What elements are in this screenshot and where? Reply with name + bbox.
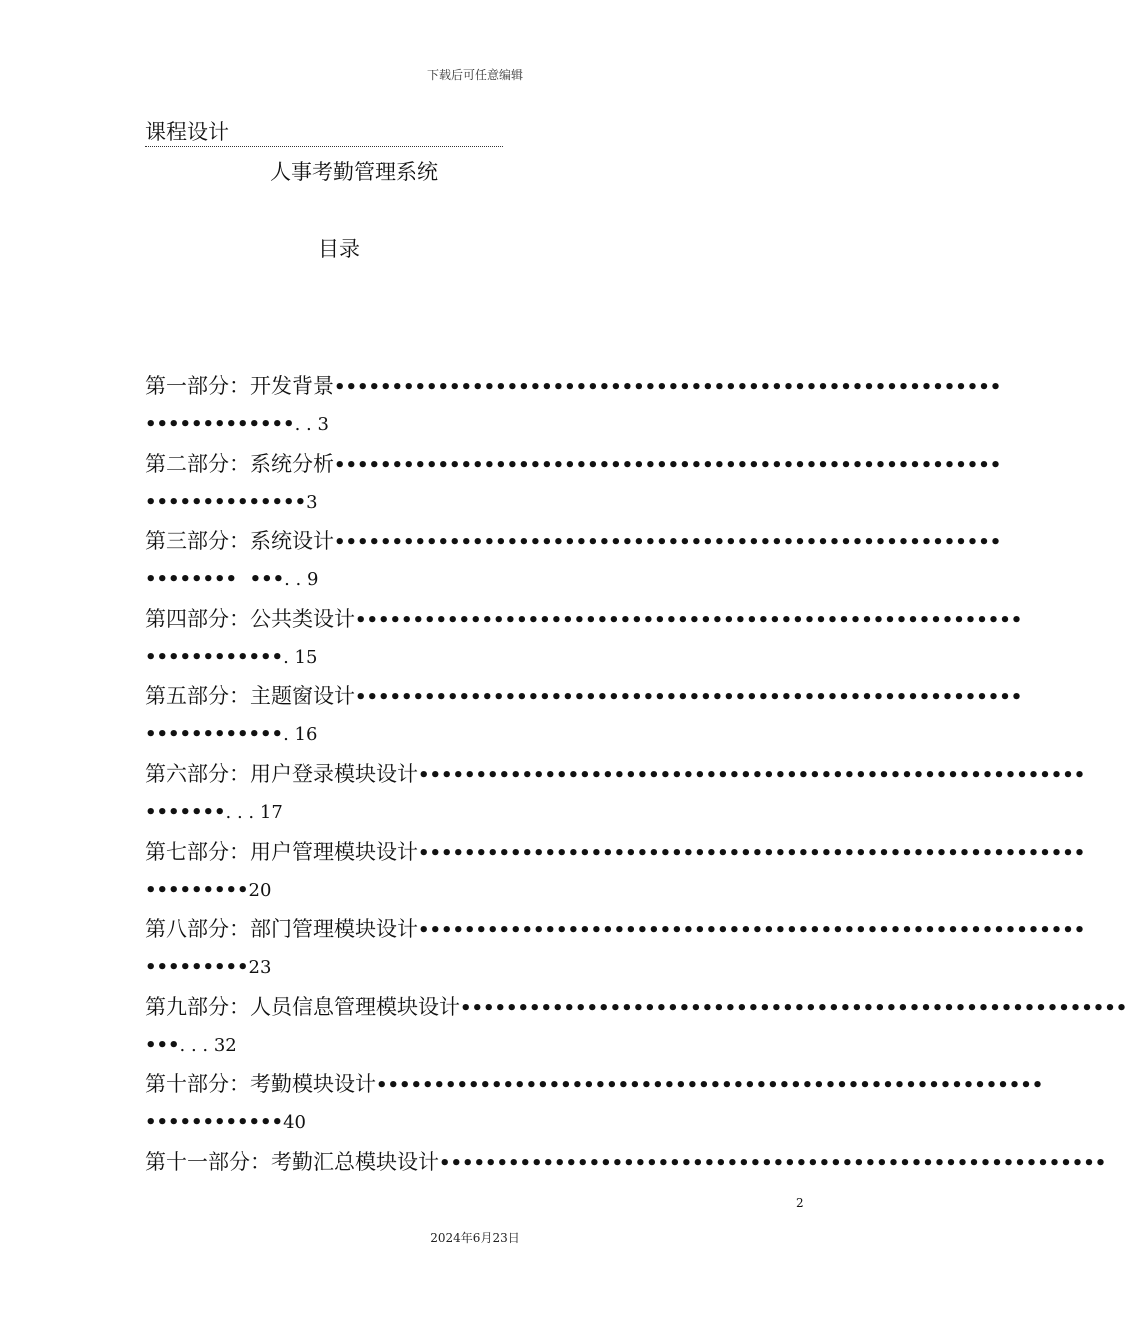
toc-label: 第三部分：系统设计 [145, 529, 334, 554]
toc-leader-tail: ••• [145, 1034, 180, 1056]
toc-label: 第十一部分：考勤汇总模块设计 [145, 1149, 439, 1174]
toc-leader: •••••••••••••••••••••••••••••••••••••••••••••••••••••••••• [418, 842, 1086, 864]
table-of-contents [145, 366, 1127, 1220]
toc-page-ref: 20 [248, 879, 272, 901]
toc-heading: 目录 [318, 237, 360, 261]
toc-entry-10[interactable] [145, 1064, 1044, 1142]
toc-entry-3[interactable] [145, 521, 1002, 599]
toc-leader: •••••••••••••••••••••••••••••••••••••••••••••••••••••••••• [334, 532, 1002, 554]
toc-leader: •••••••••••••••••••••••••••••••••••••••••••••••••••••••••• [376, 1075, 1044, 1097]
toc-leader-tail: •••••••••••• [145, 646, 284, 668]
toc-label: 第九部分：人员信息管理模块设计 [145, 994, 460, 1019]
toc-leader: •••••••••••••••••••••••••••••••••••••••••••••••••••••••••• [418, 764, 1086, 786]
toc-label: 第十部分：考勤模块设计 [145, 1072, 376, 1097]
toc-page-ref: 40 [283, 1112, 306, 1134]
toc-label: 第一部分：开发背景 [145, 374, 334, 398]
toc-page-ref: 23 [248, 957, 272, 979]
toc-entry-4[interactable] [145, 599, 1023, 677]
header-note: 下载后可任意编辑 [426, 68, 523, 82]
toc-label: 第二部分：系统分析 [145, 451, 334, 476]
toc-leader-tail: •••••••••••• [145, 1112, 284, 1134]
toc-leader: •••••••••••••••••••••••••••••••••••••••••••••••••••••••••• [334, 454, 1002, 476]
toc-entry-8[interactable] [145, 909, 1086, 987]
toc-page-ref: . . . 17 [225, 801, 283, 823]
toc-label: 第六部分：用户登录模块设计 [145, 761, 418, 786]
toc-page-ref: 3 [306, 491, 318, 513]
toc-leader: •••••••••••••••••••••••••••••••••••••••••••••••••••••••••• [355, 687, 1023, 709]
toc-leader: •••••••••••••••••••••••••••••••••••••••••••••••••••••••••• [460, 997, 1127, 1019]
toc-leader-tail: ••••••••••••• [145, 414, 295, 435]
toc-leader-tail: ••••••••• [145, 957, 249, 979]
toc-page-ref: . 16 [283, 724, 318, 746]
toc-leader: •••••••••••••••••••••••••••••••••••••••••••••••••••••••••• [439, 1152, 1107, 1174]
toc-label: 第七部分：用户管理模块设计 [145, 839, 418, 864]
toc-entry-1[interactable] [145, 366, 1002, 444]
toc-entry-7[interactable] [145, 832, 1086, 910]
toc-entry-9[interactable] [145, 987, 1127, 1065]
toc-page-ref: . . 3 [294, 414, 329, 435]
toc-leader-tail: ••••••• [145, 801, 226, 823]
toc-leader-tail: •••••••• ••• [145, 569, 285, 591]
toc-label: 第五部分：主题窗设计 [145, 684, 355, 709]
page-number: 2 [796, 1196, 804, 1210]
toc-leader-tail: ••••••••• [145, 879, 249, 901]
toc-entry-6[interactable] [145, 754, 1086, 832]
toc-leader-tail: •••••••••••• [145, 724, 284, 746]
toc-leader-tail: •••••••••••••• [145, 491, 307, 513]
footer-date: 2024年6月23日 [430, 1231, 520, 1245]
course-label: 课程设计 [145, 118, 503, 147]
toc-leader: •••••••••••••••••••••••••••••••••••••••••••••••••••••••••• [418, 920, 1086, 942]
toc-leader: •••••••••••••••••••••••••••••••••••••••••••••••••••••••••• [334, 377, 1002, 398]
toc-page-ref: . . 9 [284, 569, 319, 591]
toc-page-ref: . . . 32 [179, 1034, 237, 1056]
toc-label: 第八部分：部门管理模块设计 [145, 917, 418, 942]
toc-entry-5[interactable] [145, 676, 1023, 754]
toc-entry-2[interactable] [145, 444, 1002, 522]
toc-label: 第四部分：公共类设计 [145, 606, 355, 631]
toc-page-ref: . 15 [283, 646, 318, 668]
toc-entry-11[interactable] [145, 1142, 1107, 1220]
toc-leader: •••••••••••••••••••••••••••••••••••••••••••••••••••••••••• [355, 609, 1023, 631]
document-title: 人事考勤管理系统 [270, 160, 438, 184]
